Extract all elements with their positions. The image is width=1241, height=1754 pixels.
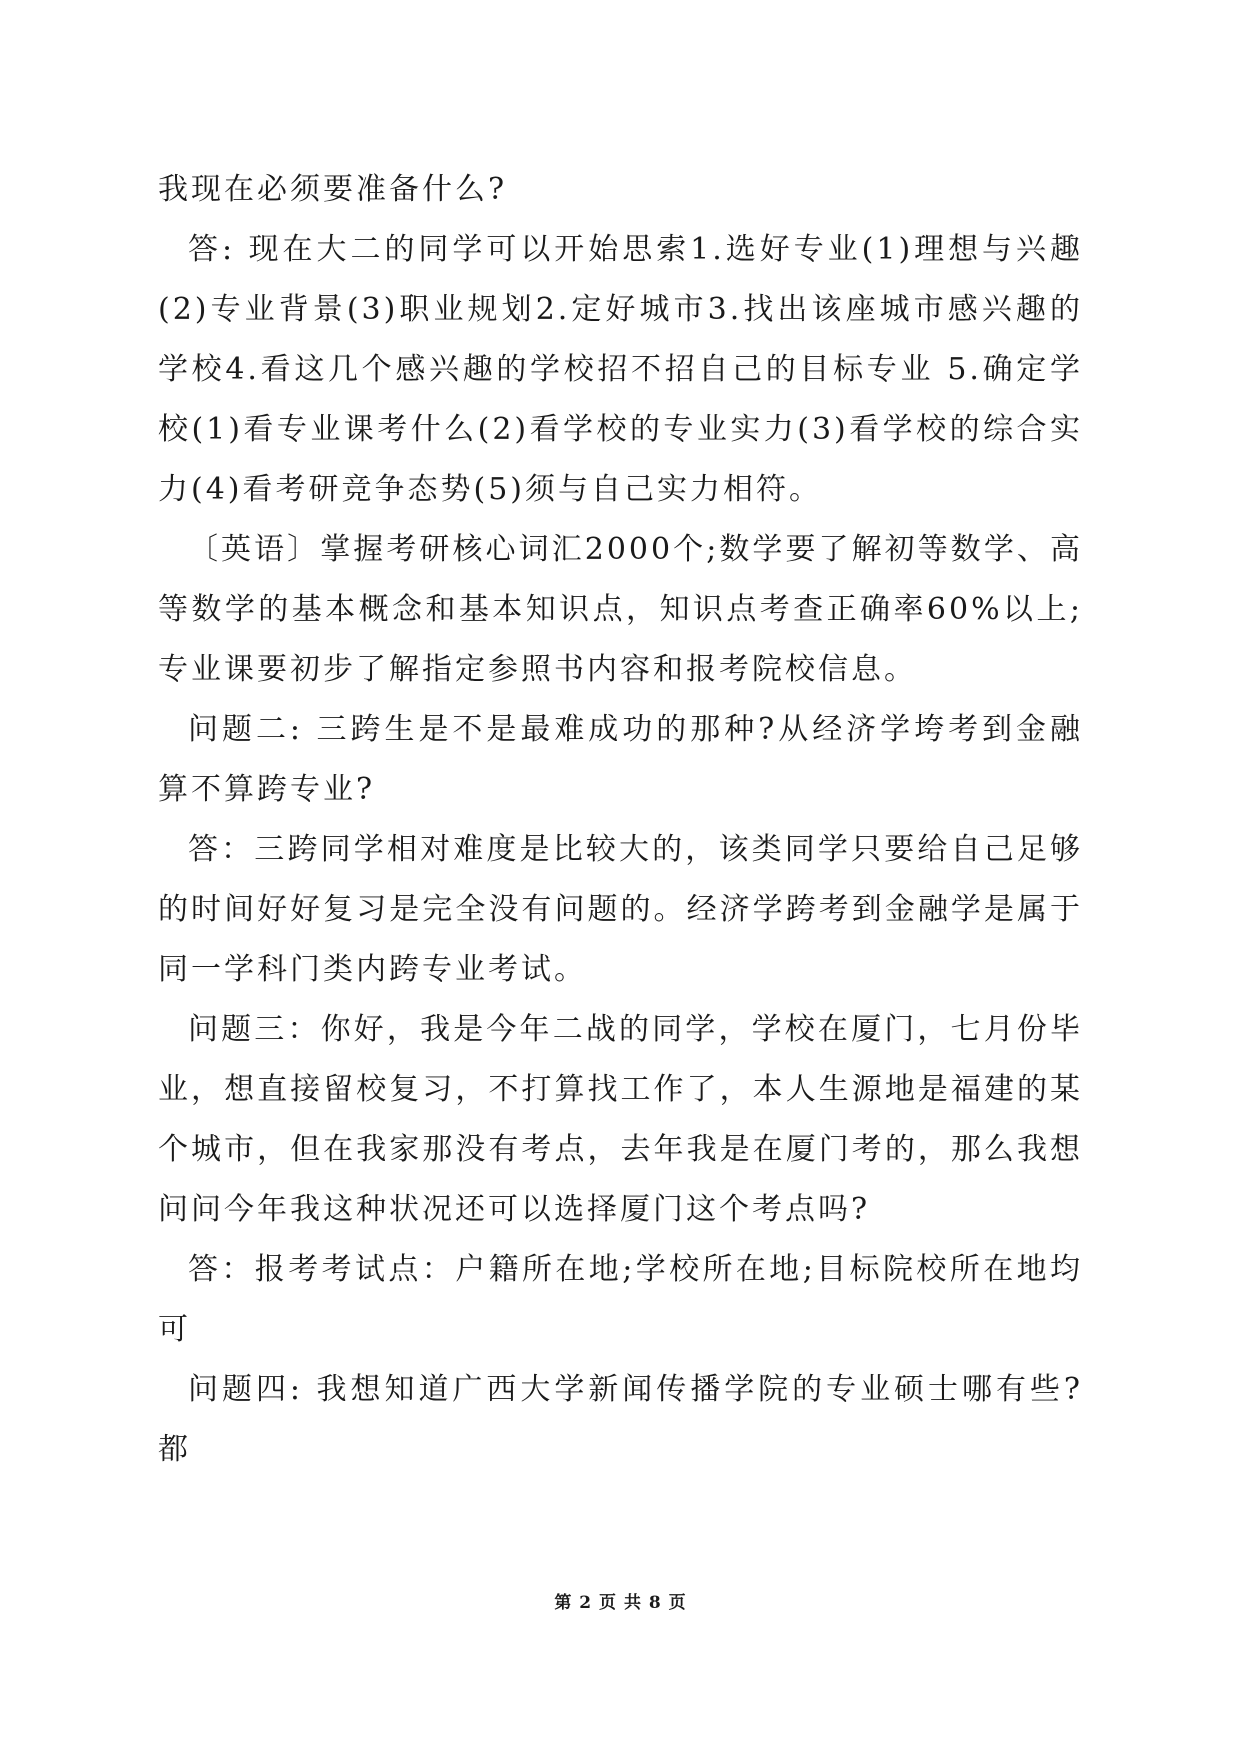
paragraph-english-math: 〔英语〕掌握考研核心词汇2000个;数学要了解初等数学、高等数学的基本概念和基本知识点，知识点考查正确率60%以上;专业课要初步了解指定参照书内容和报考院校信息。: [158, 532, 1083, 687]
paragraph-answer-one: 答: 现在大二的同学可以开始思索1.选好专业(1)理想与兴趣(2)专业背景(3)职业规划2.定好城市3.找出该座城市感兴趣的学校4.看这几个感兴趣的学校招不招自己的目标专业 5.确定学校(1)看专业课考什么(2)看学校的专业实力(3)看学校的综合实力(4)看考研竞争态势(5)须与自己实力相符。: [158, 232, 1083, 507]
paragraph-question-three: 问题三：你好，我是今年二战的同学，学校在厦门，七月份毕业，想直接留校复习，不打算找工作了，本人生源地是福建的某个城市，但在我家那没有考点，去年我是在厦门考的，那么我想问问今年我这种状况还可以选择厦门这个考点吗?: [158, 1012, 1083, 1227]
paragraph-answer-three: 答：报考考试点：户籍所在地;学校所在地;目标院校所在地均可: [158, 1252, 1083, 1347]
paragraph-question-two: 问题二: 三跨生是不是最难成功的那种?从经济学垮考到金融算不算跨专业?: [158, 712, 1083, 807]
paragraph-answer-two: 答：三跨同学相对难度是比较大的，该类同学只要给自己足够的时间好好复习是完全没有问题的。经济学跨考到金融学是属于同一学科门类内跨专业考试。: [158, 832, 1083, 987]
document-body: [158, 160, 1083, 1480]
page-number-footer: 第 2 页 共 8 页: [554, 1593, 687, 1613]
paragraph-question-four: 问题四: 我想知道广西大学新闻传播学院的专业硕士哪有些?都: [158, 1372, 1083, 1467]
paragraph-question-intro: 我现在必须要准备什么?: [158, 172, 508, 207]
